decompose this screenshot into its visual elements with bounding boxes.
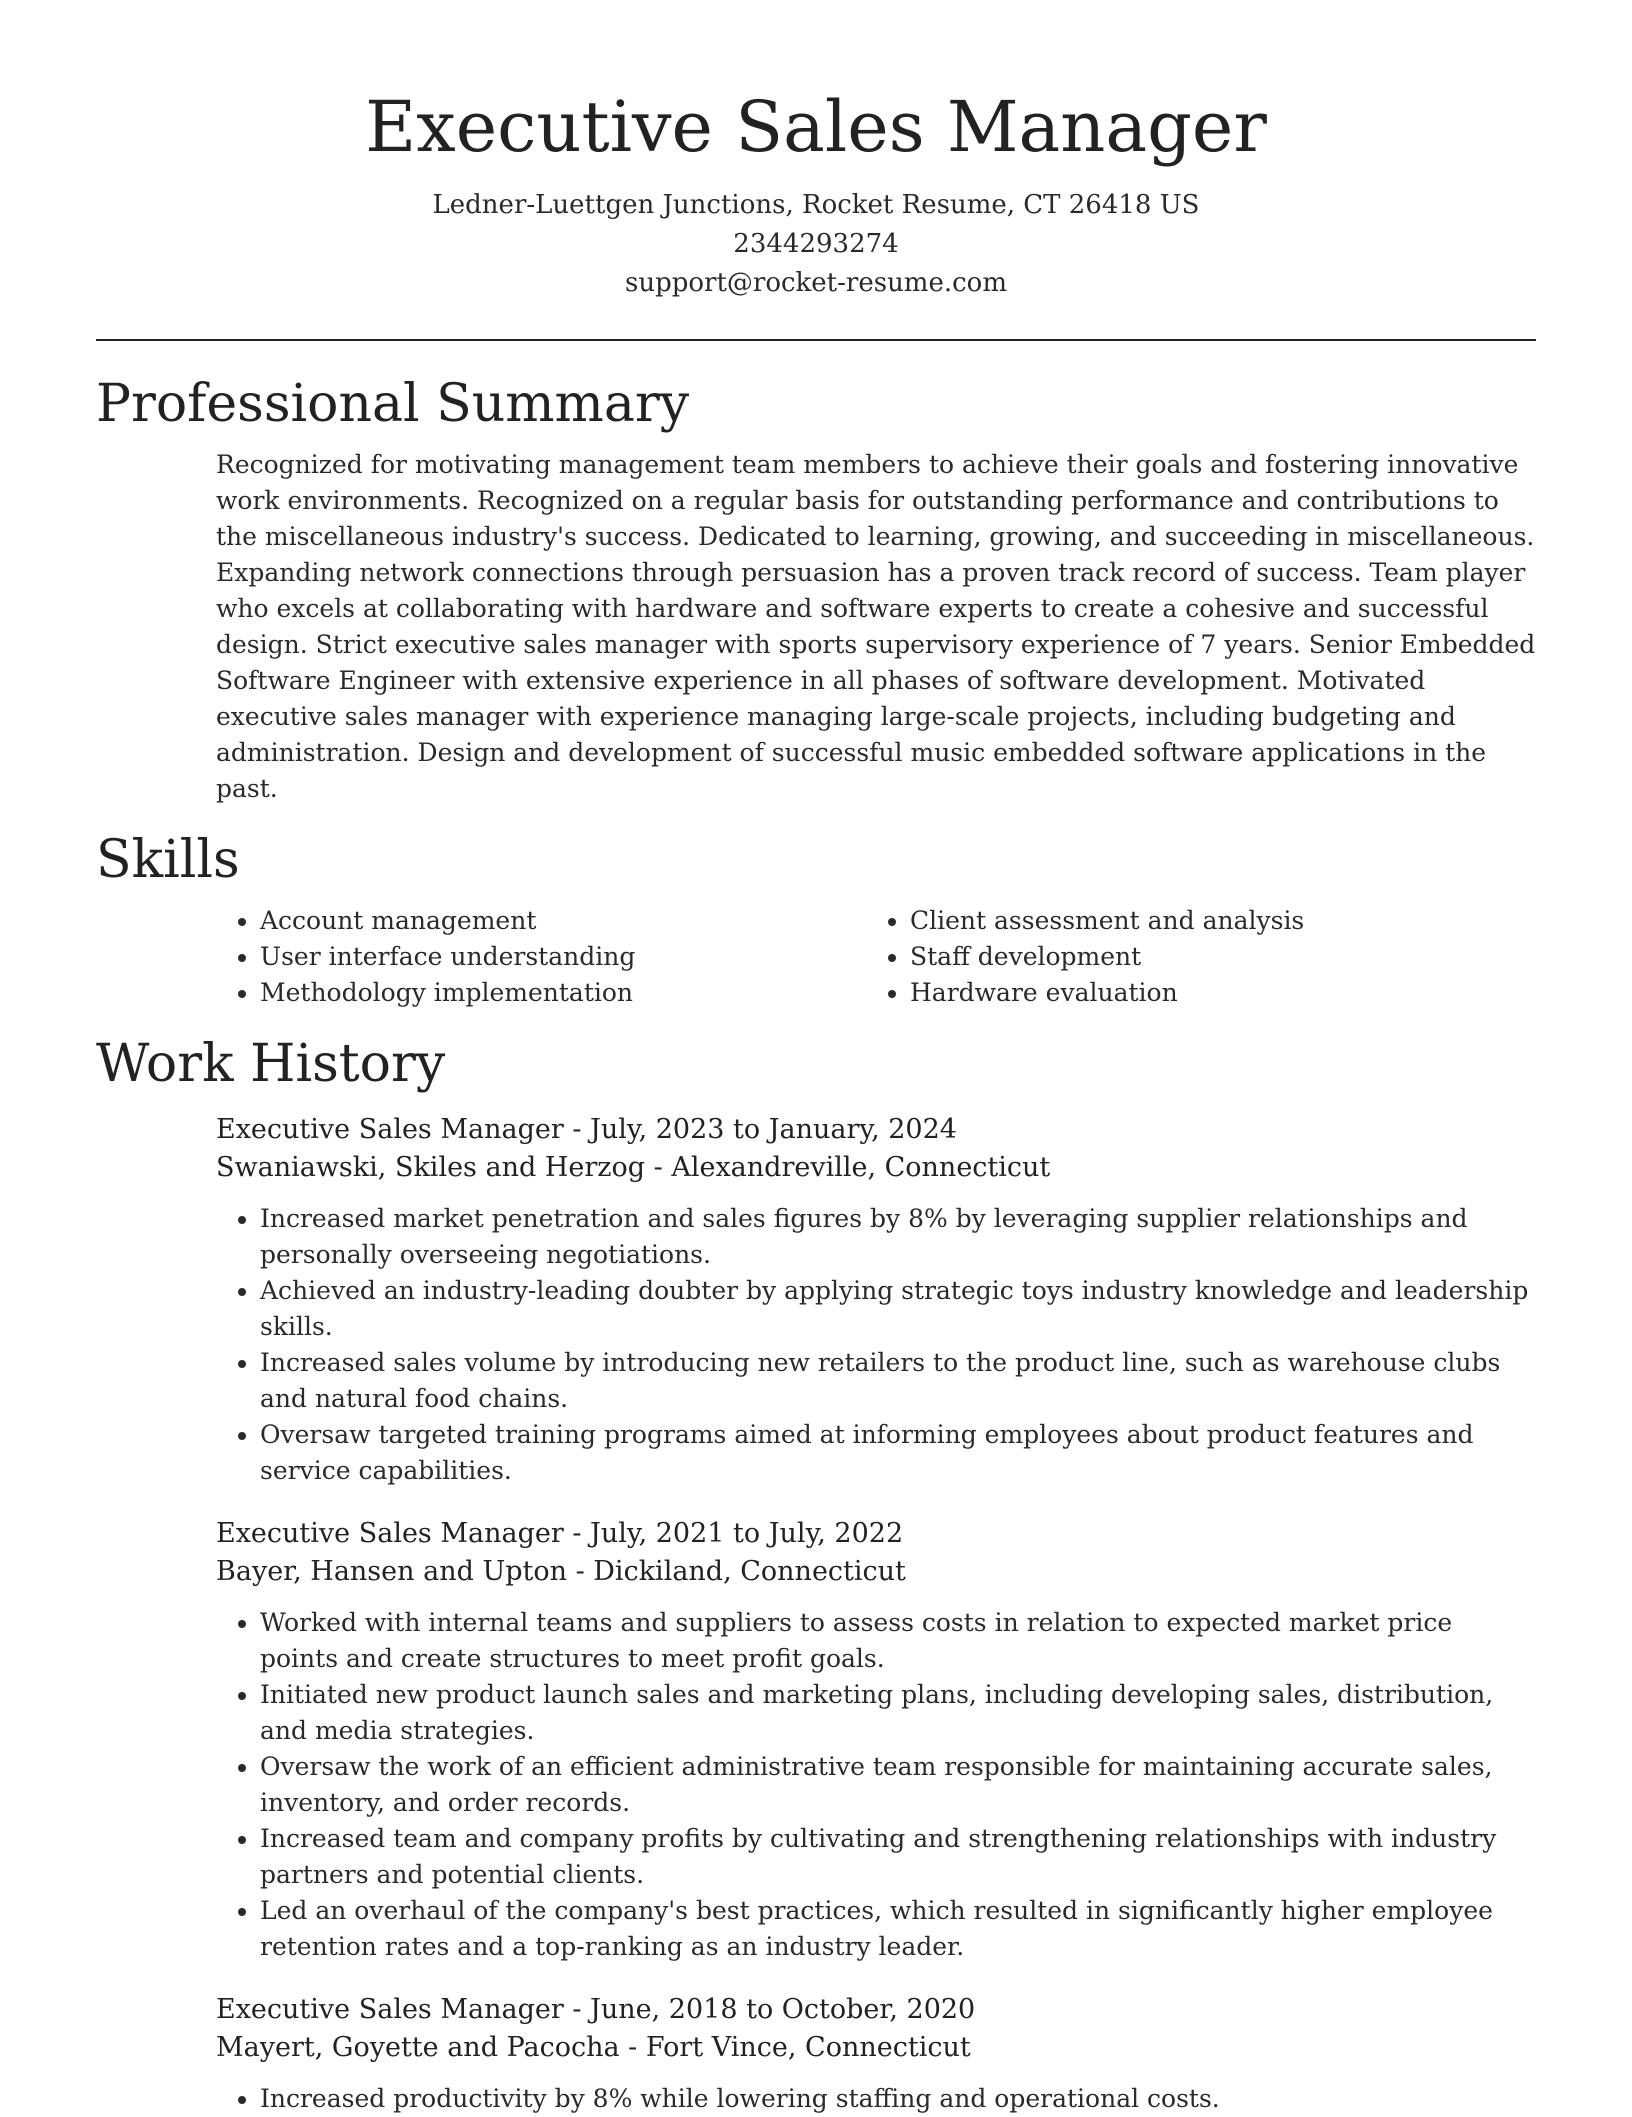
job-bullet: • Increased team and company profits by cultivating and strengthening relationships with industry partners and potential clients.	[260, 1821, 1536, 1893]
job-company-location: Swaniawski, Skiles and Herzog - Alexandreville, Connecticut	[216, 1152, 1051, 1183]
skills-list	[216, 903, 1536, 1011]
job-company-location: Bayer, Hansen and Upton - Dickiland, Connecticut	[216, 1556, 906, 1587]
contact-info	[96, 186, 1536, 303]
job-bullet: • Increased market penetration and sales figures by 8% by leveraging supplier relationships and personally overseeing negotiations.	[260, 1201, 1536, 1273]
job-bullet: • Initiated new product launch sales and marketing plans, including developing sales, distribution, and media strategies.	[260, 1677, 1536, 1749]
contact-address: Ledner-Luettgen Junctions, Rocket Resume, CT 26418 US	[432, 190, 1200, 220]
job-bullets	[216, 1201, 1536, 1489]
job-entry	[216, 1515, 1536, 1965]
skill-item: • Client assessment and analysis	[910, 903, 1536, 939]
candidate-title: Executive Sales Manager	[365, 86, 1267, 168]
contact-email: support@rocket-resume.com	[624, 268, 1007, 298]
job-bullet: • Oversaw the work of an efficient administrative team responsible for maintaining accurate sales, inventory, and order records.	[260, 1749, 1536, 1821]
summary-heading: Professional Summary	[96, 374, 690, 434]
job-bullet: • Led an overhaul of the company's best practices, which resulted in significantly higher employee retention rates and a top-ranking as an industry leader.	[260, 1893, 1536, 1965]
job-bullet: • Worked with internal teams and suppliers to assess costs in relation to expected market price points and create structures to meet profit goals.	[260, 1605, 1536, 1677]
job-role-dates: Executive Sales Manager - July, 2021 to July, 2022	[216, 1518, 904, 1549]
skills-column-right	[886, 903, 1536, 1011]
skills-column-left	[216, 903, 886, 1011]
skill-item: • User interface understanding	[260, 939, 886, 975]
job-bullet: • Oversaw targeted training programs aimed at informing employees about product features and service capabilities.	[260, 1417, 1536, 1489]
job-bullet: • Increased sales volume by introducing new retailers to the product line, such as warehouse clubs and natural food chains.	[260, 1345, 1536, 1417]
job-bullets	[216, 1605, 1536, 1965]
skills-heading: Skills	[96, 830, 240, 890]
work-history-heading: Work History	[96, 1034, 446, 1094]
job-entry	[216, 1111, 1536, 1489]
job-bullet: • Achieved an industry-leading doubter by applying strategic toys industry knowledge and leadership skills.	[260, 1273, 1536, 1345]
contact-phone: 2344293274	[733, 229, 899, 259]
skill-item: • Account management	[260, 903, 886, 939]
job-entry	[216, 1991, 1536, 2117]
resume-page	[96, 0, 1536, 2117]
skill-item: • Staff development	[910, 939, 1536, 975]
summary-text: Recognized for motivating management team members to achieve their goals and fostering innovative work environments. Recognized on a regular basis for outstanding performance and contributions to the miscellaneous industry's success. Dedicated to learning, growing, and succeeding in miscellaneous. Expanding network connections through persuasion has a proven track record of success. Team player who excels at collaborating with hardware and software experts to create a cohesive and successful design. Strict executive sales manager with sports supervisory experience of 7 years. Senior Embedded Software Engineer with extensive experience in all phases of software development. Motivated executive sales manager with experience managing large-scale projects, including budgeting and administration. Design and development of successful music embedded software applications in the past.	[216, 450, 1536, 803]
job-role-dates: Executive Sales Manager - July, 2023 to January, 2024	[216, 1114, 957, 1145]
job-bullet: • Increased productivity by 8% while lowering staffing and operational costs.	[260, 2081, 1536, 2117]
job-role-dates: Executive Sales Manager - June, 2018 to October, 2020	[216, 1994, 976, 2025]
header-divider	[96, 339, 1536, 341]
resume-header	[96, 0, 1536, 341]
skill-item: • Hardware evaluation	[910, 975, 1536, 1011]
skill-item: • Methodology implementation	[260, 975, 886, 1011]
job-company-location: Mayert, Goyette and Pacocha - Fort Vince, Connecticut	[216, 2032, 971, 2063]
